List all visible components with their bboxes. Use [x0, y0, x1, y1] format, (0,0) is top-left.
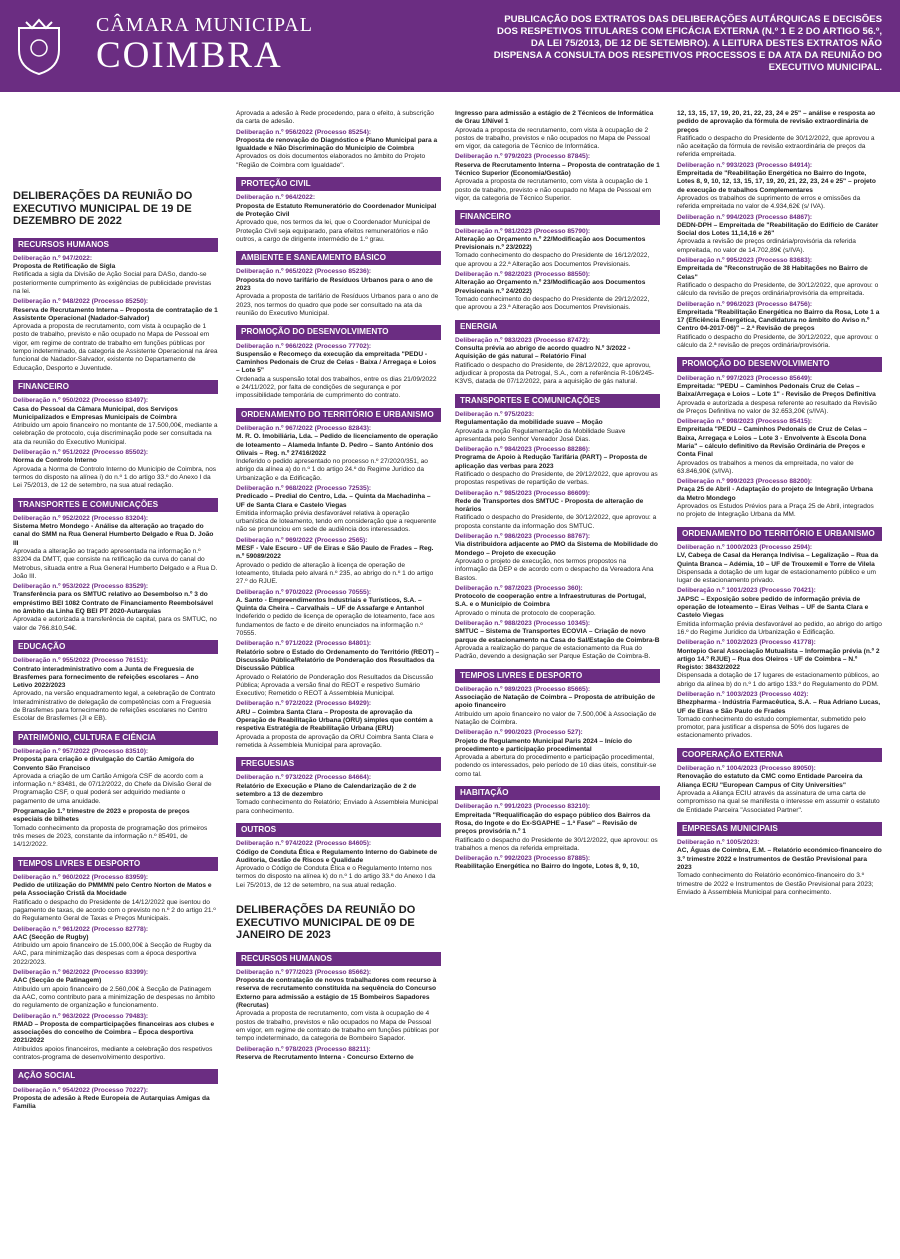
deliberation-title: Empreitada de "Reconstrução de 38 Habitações no Bairro de Celas" — [677, 265, 868, 281]
deliberation-text: Dispensada a dotação de 17 lugares de estacionamento públicos, ao abrigo da alínea b) do n.º 1 do artigo 133.º do Regulamento do PDM. — [677, 672, 879, 688]
deliberation-number: Deliberação n.º 955/2022 (Processo 76151): — [13, 657, 149, 665]
deliberation-title: Praça 25 de Abril - Adaptação do projeto de Integração Urbana da Metro Mondego — [677, 486, 873, 502]
deliberation-title: M. R. O. Imobiliária, Lda. – Pedido de licenciamento de operação de loteamento – Alameda Infante D. Pedro – Santo António dos Olivais – Reg. n.º 27416/2022 — [236, 433, 438, 457]
deliberation-text: Tomado conhecimento do estudo complementar, submetido pelo promotor, para justificar a dispensa de 50% dos lugares de estacionamento privados. — [677, 715, 866, 740]
section-heading: TEMPOS LIVRES E DESPORTO — [13, 857, 218, 871]
deliberation-number: Deliberação n.º 975/2023: — [455, 410, 535, 418]
deliberation-text: Aprovada a Norma de Controlo Interno do Município de Coimbra, nos termos do disposto na alínea i) do n.º 1 do artigo 33.º do Anexo I da Lei 75/2013, de 12 de setembro, na sua atual redação. — [13, 465, 217, 490]
section-heading: HABITAÇÃO — [455, 786, 660, 800]
deliberation-number: Deliberação n.º 965/2022 (Processo 85236): — [236, 268, 372, 276]
deliberation-text: Indeferido o pedido de licença de operação de loteamento, face aos fundamentos de facto e de direito enunciados na informação n.º 70555. — [236, 613, 435, 638]
deliberation-text: Aprovados os trabalhos a menos da empreitada, no valor de 63.846,90€ (s/IVA). — [677, 459, 854, 475]
deliberation-title: Proposta de renovação do Diagnóstico e Plano Municipal para a Igualdade e Não Discriminação do Município de Coimbra — [236, 136, 438, 153]
deliberation-title: Projeto de Regulamento Municipal Paris 2024 – Início do procedimento e participação procedimental — [455, 737, 632, 753]
deliberation-text: Aprovada a criação de um Cartão Amigo/a CSF de acordo com a informação n.º 83481, de 07/12/2022, do Chefe da Divisão Geral de Programação CSF, o qual poderá ser adquirido mediante o pagamento de uma anuidade. — [13, 772, 212, 805]
deliberation-text: Tomado conhecimento do despacho do Presidente de 29/12/2022, que aprovou a 23.ª Alteração aos Documentos Previsionais. — [455, 295, 650, 312]
deliberation-title: Empreitada "Requalificação do espaço público dos Bairros da Rosa, do Ingote e do Ex-SGAPHE – 1.ª Fase" – Revisão de preços provisória n.º 1 — [455, 811, 651, 836]
section-heading: AMBIENTE E SANEAMENTO BÁSICO — [236, 251, 441, 265]
deliberation-title: Proposta de contratação de novos trabalhadores com recurso à reserva de recrutamento constituída na sequência do Concurso Externo para admissão a estágio de 15 Bombeiros Sapadores (Recrutas) — [236, 977, 437, 1010]
deliberation-text: Ratificado o despacho do Presidente, de 28/12/2022, que aprovou, adjudicar à proposta da Petrogal, S.A., com a referência R-106/245-K3VS, datada de 07/12/2022, para a aquisição de gás natural. — [455, 361, 655, 386]
deliberation-text: Aprovada a proposta de recrutamento, com vista à ocupação de 1 posto de trabalho, previsto e não ocupado no Mapa de Pessoal em vigor, em regime de contrato de trabalho em funções públicas por tempo indeterminado, da categoria de Assistente Operacional na área funcional de Nadador-Salvador, existente no Departamento de Educação, Desporto e Juventude. — [13, 323, 218, 372]
deliberation-title: A. Santo - Empreendimentos Industriais e Turísticos, S.A. – Quinta da Cheira – Carvalhais – UF de Assafarge e Antanhol — [236, 596, 425, 613]
publication-notice: PUBLICAÇÃO DOS EXTRATOS DAS DELIBERAÇÕES AUTÁRQUICAS E DECISÕES DOS RESPETIVOS TITULARES COM EFICÁCIA EXTERNA (N.º 1 E 2 DO ARTIGO 56.º, DA LEI 75/2013, DE 12 DE SETEMBRO). A LEITURA DESTES EXTRATOS NÃO DISPENSA A CONSULTA DOS RESPETIVOS PROCESSOS E DA ATA DA REUNIÃO DO EXECUTIVO MUNICIPAL. — [493, 14, 882, 73]
meeting-title: DELIBERAÇÕES DA REUNIÃO DO EXECUTIVO MUNICIPAL DE 09 DE JANEIRO DE 2023 — [236, 904, 416, 942]
section-heading: TRANSPORTES E COMUNICAÇÕES — [455, 394, 660, 408]
section-heading: EDUCAÇÃO — [13, 640, 218, 654]
deliberation-title: Contrato interadministrativo com a Junta de Freguesia de Brasfemes para fornecimento de refeições escolares – Ano Letivo 2022/2023 — [13, 665, 199, 690]
brand-wordmark — [96, 14, 313, 75]
deliberation-text: Indeferido o pedido apresentado no processo n.º 27/2020/351, ao abrigo da alínea a) do n.º 1 do artigo 24.º do Regime Jurídico da Urbanização e da Edificação. — [236, 458, 428, 482]
deliberation-text: Ratificado o despacho do Presidente, de 30/12/2022, que aprovou: a proposta constante da informação dos SMTUC. — [455, 514, 657, 530]
deliberation-text: Aprovado o Código de Conduta Ética e o Regulamento Interno nos termos do disposto na alínea k) do n.º 1 do artigo 33.º do Anexo I da Lei 75/2013, de 12 de setembro, na sua atual redação. — [236, 865, 436, 889]
deliberation-title: Montepio Geral Associação Mutualista – Informação prévia (n.º 2 artigo 14.º RJUE) – Rua dos Oleiros - UF de Coimbra – N.º Registo: 38432/2022 — [677, 647, 880, 672]
deliberation-number: Deliberação n.º 973/2022 (Processo 84664): — [236, 774, 372, 782]
brand-line-1: CÂMARA MUNICIPAL — [96, 14, 313, 36]
section-heading: OUTROS — [236, 823, 441, 837]
column-4 — [677, 110, 882, 899]
deliberation-title: Proposta de Retificação de Sigla — [13, 263, 116, 271]
section-heading: FINANCEIRO — [455, 210, 660, 224]
deliberation-number: Deliberação n.º 964/2022: — [236, 194, 316, 202]
deliberation-number: Deliberação n.º 957/2022 (Processo 83510): — [13, 747, 149, 755]
deliberation-number: Deliberação n.º 956/2022 (Processo 85254): — [236, 128, 372, 136]
deliberation-text: Aprovada a proposta de recrutamento, com vista à ocupação de 1 posto de trabalho, previsto e não ocupado no Mapa de Pessoal em vigor, da categoria de Técnico Superior. — [455, 178, 652, 202]
deliberation-text: Aprovada e autorizada a transferência de capital, para os SMTUC, no valor de 766.810,54€. — [13, 616, 217, 632]
deliberation-text: Emitida informação prévia desfavorável ao pedido, ao abrigo do artigo 16.º do Regime Jurídico da Urbanização e Edificação. — [677, 620, 882, 636]
deliberation-title: DEDN-DPH – Empreitada de "Reabilitação do Edifício de Caráter Social dos Lotes 11,14,16 e 26" — [677, 221, 879, 238]
deliberation-number: Deliberação n.º 977/2023 (Processo 85662): — [236, 968, 372, 976]
column-2 — [236, 110, 441, 1064]
deliberation-title: Sistema Metro Mondego - Análise da alteração ao traçado do canal do SMM na Rua General Humberto Delgado e Rua D. João III — [13, 523, 214, 547]
deliberation-number: Deliberação n.º 967/2022 (Processo 82843): — [236, 424, 372, 432]
deliberation-number: Deliberação n.º 979/2023 (Processo 87845): — [455, 153, 591, 161]
deliberation-number: Deliberação n.º 987/2023 (Processo 360): — [455, 584, 583, 592]
section-heading: PROTEÇÃO CIVIL — [236, 177, 441, 191]
deliberation-text: Aprovado, na versão enquadramento legal, a celebração de Contrato Interadministrativo de delegação de competências com a Freguesia de Brasfemes para fornecimento de refeições escolares no Centro Escolar de Brasfemes (JI e EB). — [13, 690, 216, 723]
deliberation-text: Aprovada a proposta de aprovação da ORU Coimbra Santa Clara e remetida à Assembleia Municipal para aprovação. — [236, 733, 434, 749]
deliberation-number: Deliberação n.º 962/2022 (Processo 83399): — [13, 969, 149, 977]
deliberation-title: Empreitada "Reabilitação Energética no Bairro da Rosa, Lote 1 a 17 (Eficiência Energética, Candidatura no âmbito do Aviso n.º Centro 04-2017-06)" – 2.ª Revisão de preços — [677, 308, 880, 333]
deliberation-text: Ratificado o despacho do Presidente, de 30/12/2022, que aprovou: o cálculo da revisão de preços ordinária/provisória da empreitada. — [677, 281, 879, 298]
deliberation-text: Dispensada a dotação de um lugar de estacionamento público e um lugar de estacionamento privado. — [677, 568, 877, 585]
deliberation-number: Deliberação n.º 995/2023 (Processo 83683): — [677, 257, 813, 265]
deliberation-text: Aprovada a Aliança ECIU através da assinatura de uma carta de compromisso na qual se manifesta o interesse em assumir o estatuto de Entidade Parceira "Associated Partner". — [677, 789, 880, 814]
deliberation-title: Reabilitação Energética no Bairro do Ingote, Lotes 8, 9, 10, — [455, 863, 639, 871]
deliberation-text: Aprovados os trabalhos de suprimento de erros e omissões da referida empreitada no valor de 4.934,62€ (s/ IVA). — [677, 194, 861, 211]
deliberation-title: Empreitada de "Reabilitação Energética no Bairro do Ingote, Lotes 8, 9, 10, 12, 13, 15, 17, 19, 20, 21, 22, 23, 24 e 25" – projeto de execução de trabalhos Complementares — [677, 170, 876, 194]
deliberation-title: AAC (Secção de Rugby) — [13, 933, 89, 941]
meeting-title: DELIBERAÇÕES DA REUNIÃO DO EXECUTIVO MUNICIPAL DE 19 DE DEZEMBRO DE 2022 — [13, 190, 193, 227]
deliberation-number: Deliberação n.º 1001/2023 (Processo 70421): — [677, 587, 816, 595]
deliberation-title: Associação de Natação de Coimbra – Proposta de atribuição de apoio financeiro — [455, 694, 656, 710]
deliberation-text: Aprovada a proposta de recrutamento, com vista à ocupação de 2 postos de trabalho, previstos e não ocupados no Mapa de Pessoal em vigor, da categoria de Técnico de Informática. — [455, 126, 651, 151]
deliberation-title: Renovação do estatuto da CMC como Entidade Parceira da Aliança ECIU "European Campus of City Universities" — [677, 773, 863, 789]
deliberation-number: Deliberação n.º 1005/2023: — [677, 839, 760, 847]
deliberation-title: Relatório sobre o Estado do Ordenamento do Território (REOT) – Discussão Pública/Relatório de Ponderação dos Resultados da Discussão Pública — [236, 648, 440, 673]
deliberation-number: Deliberação n.º 1000/2023 (Processo 2594): — [677, 543, 813, 551]
deliberation-number: Deliberação n.º 998/2023 (Processo 85415): — [677, 418, 813, 426]
deliberation-number: Deliberação n.º 982/2023 (Processo 88550): — [455, 271, 591, 279]
deliberation-text: Aprovado o projeto de execução, nos termos propostos na informação da DEP e de acordo com o despacho da Vereadora Ana Bastos. — [455, 557, 654, 582]
deliberation-text: Atribuídos apoios financeiros, mediante a celebração dos respetivos contratos-programa de desenvolvimento desportivo. — [13, 1045, 213, 1062]
section-heading: ORDENAMENTO DO TERRITÓRIO E URBANISMO — [236, 408, 441, 422]
deliberation-text: Atribuído um apoio financeiro de 2.560,00€ à Secção de Patinagem da AAC, como contributo para a minimização de despesas no âmbito do regulamento de organização e funcionamento. — [13, 985, 215, 1010]
deliberation-number: Deliberação n.º 994/2023 (Processo 84867): — [677, 213, 813, 221]
deliberation-text: Aprovada a proposta de recrutamento, com vista à ocupação de 4 postos de trabalho, previstos e não ocupados no Mapa de Pessoal em vigor, em regime de contrato de trabalho em funções públicas por tempo indeterminado, da categoria de Bombeiro Sapador. — [236, 1010, 439, 1043]
content-columns — [0, 92, 900, 1252]
section-heading: ENERGIA — [455, 320, 660, 334]
section-heading: FREGUESIAS — [236, 757, 441, 771]
deliberation-number: Deliberação n.º 971/2022 (Processo 84801): — [236, 640, 372, 648]
deliberation-title: Predicado – Predial do Centro, Lda. – Quinta da Machadinha – UF de Santa Clara e Castelo Viegas — [236, 493, 431, 509]
deliberation-number: Deliberação n.º 968/2022 (Processo 72535): — [236, 484, 372, 492]
deliberation-text: Ratificado o despacho do Presidente, de 30/12/2022, que aprovou: o cálculo da 2.ª revisão de preços ordinária/provisória. — [677, 333, 879, 350]
deliberation-title: Proposta de Estatuto Remuneratório do Coordenador Municipal de Proteção Civil — [236, 202, 437, 218]
deliberation-number: Deliberação n.º 1002/2023 (Processo 41778): — [677, 639, 816, 647]
section-heading: TRANSPORTES E COMUNICAÇÕES — [13, 498, 218, 512]
deliberation-number: Deliberação n.º 966/2022 (Processo 77702): — [236, 342, 372, 350]
deliberation-title: MESF - Vale Escuro - UF de Eiras e São Paulo de Frades – Reg. n.º 59089/2022 — [236, 545, 434, 561]
deliberation-text: Aprovada e autorizada a despesa referente ao resultado da Revisão de Preços Definitiva no valor de 32.653,20€ (s/IVA). — [677, 399, 877, 415]
deliberation-text: Tomado conhecimento da proposta de programação dos primeiros três meses de 2023, constante da informação n.º 85491, de 14/12/2022. — [13, 824, 208, 849]
section-heading: ORDENAMENTO DO TERRITÓRIO E URBANISMO — [677, 527, 882, 541]
deliberation-number: Deliberação n.º 988/2023 (Processo 10345): — [455, 620, 591, 628]
coimbra-crest-icon — [14, 18, 64, 76]
deliberation-title: Proposta para criação e divulgação do Cartão Amigo/a do Convento São Francisco — [13, 756, 195, 772]
deliberation-text: Aprovada a adesão à Rede procedendo, para o efeito, à subscrição da carta de adesão. — [236, 110, 434, 126]
deliberation-text: Aprovados os Estudos Prévios para a Praça 25 de Abril, integrados no projeto de Integração Urbana da MM. — [677, 503, 874, 519]
deliberation-number: Deliberação n.º 953/2022 (Processo 83529): — [13, 583, 149, 591]
deliberation-text: Aprovado o minuta de protocolo de cooperação. — [455, 609, 596, 617]
deliberation-number: Deliberação n.º 950/2022 (Processo 83497): — [13, 397, 149, 405]
deliberation-title: Via distribuidora adjacente ao PMO da Sistema de Mobilidade do Mondego – Projeto de execução — [455, 541, 658, 557]
deliberation-text: Tomado conhecimento do Relatório; Enviado à Assembleia Municipal para conhecimento. — [236, 799, 438, 815]
deliberation-number: Deliberação n.º 993/2023 (Processo 84914): — [677, 161, 813, 169]
deliberation-number: Deliberação n.º 947/2022: — [13, 254, 93, 262]
deliberation-title: Proposta de adesão à Rede Europeia de Autarquias Amigas da Família — [13, 1094, 210, 1111]
deliberation-number: Deliberação n.º 972/2022 (Processo 84929): — [236, 700, 372, 708]
deliberation-title: Consulta prévia ao abrigo de acordo quadro N.º 3/2022 - Aquisição de gás natural – Relatório Final — [455, 345, 631, 361]
deliberation-title: Casa do Pessoal da Câmara Municipal, dos Serviços Municipalizados e Empresas Municipais de Coimbra — [13, 405, 178, 421]
deliberation-text: Aprovada a realização do parque de estacionamento da Rua do Padrão, devendo a designação ser Parque Estação de Coimbra-B. — [455, 644, 651, 661]
deliberation-number: Deliberação n.º 989/2023 (Processo 85665): — [455, 685, 591, 693]
deliberation-text: Ordenada a suspensão total dos trabalhos, entre os dias 21/09/2022 e 24/11/2022, por falta de condições de segurança e por impossibilidade temporária de cumprimento do contrato. — [236, 375, 437, 400]
deliberation-text: Ratificado o despacho do Presidente de 14/12/2022 que isentou do pagamento de taxas, de acordo com o previsto no n.º 2 do artigo 21.º do Regulamento Geral de Taxas e Preços Municipais. — [13, 898, 216, 923]
deliberation-text: Ratificado o despacho do Presidente de 30/12/2022, que aprovou a não aceitação da fórmula de revisão extraordinária de preços da referida empreitada. — [677, 134, 875, 159]
deliberation-text: Tomado conhecimento do despacho do Presidente de 16/12/2022, que aprovou a 22.ª Alteração aos Documentos Previsionais. — [455, 252, 650, 268]
deliberation-text: Aprovado o Relatório de Ponderação dos Resultados da Discussão Pública; Aprovada a versão final do REOT e respetivo Sumário Executivo; Remetido o REOT à Assembleia Municipal. — [236, 673, 434, 698]
deliberation-title: Suspensão e Recomeço da execução da empreitada "PEDU - Caminhos Pedonais de Cruz de Celas - Baixa / Arregaça e Loios – Lote 5" — [236, 350, 437, 375]
deliberation-number: Deliberação n.º 969/2022 (Processo 2565): — [236, 536, 368, 544]
deliberation-text: Aprovado o pedido de alteração à licença de operação de loteamento, titulada pelo alvará n.º 235, ao abrigo do n.º 1 do artigo 27.º do RJUE. — [236, 561, 434, 586]
deliberation-title: Alteração ao Orçamento n.º 23/Modificação aos Documentos Previsionais n.º 24/2022) — [455, 279, 646, 295]
deliberation-text: Aprovada a alteração ao traçado apresentada na informação n.º 83204 da DMTT, que consiste na retificação da curva do canal do Metrobus, situada entre a Rua General Humberto Delgado e a Rua D. João III. — [13, 548, 218, 580]
deliberation-title: Ingresso para admissão a estágio de 2 Técnicos de Informática de Grau 1/Nível 1 — [455, 110, 654, 126]
deliberation-text: Ratificado o despacho do Presidente, de 29/12/2022, que aprovou as propostas respetivas de repartição de verbas. — [455, 470, 658, 487]
deliberation-number: Deliberação n.º 1004/2023 (Processo 89050): — [677, 765, 816, 773]
deliberation-text: Aprovados os dois documentos elaborados no âmbito do Projeto "Região de Coimbra com Igualdade". — [236, 153, 426, 169]
deliberation-number: Deliberação n.º 978/2023 (Processo 88211): — [236, 1045, 371, 1053]
deliberation-title: JAPSC – Exposição sobre pedido de informação prévia de operação de loteamento – Eiras Velhas – UF de Santa Clara e Castelo Viegas — [677, 595, 869, 620]
deliberation-title: Reserva de Recrutamento Interna – Proposta de contratação de 1 Assistente Operacional (Nadador-Salvador) — [13, 306, 218, 322]
deliberation-title: Norma de Controlo Interno — [13, 457, 97, 465]
deliberation-title: Programa de Apoio à Redução Tarifária (PART) – Proposta de aplicação das verbas para 2023 — [455, 454, 648, 470]
deliberation-title: Reserva de Recrutamento Interna – Proposta de contratação de 1 Técnico Superior (Economia/Gestão) — [455, 161, 660, 178]
deliberation-number: Deliberação n.º 960/2022 (Processo 83959): — [13, 873, 149, 881]
deliberation-number: Deliberação n.º 986/2023 (Processo 88767): — [455, 533, 591, 541]
deliberation-number: Deliberação n.º 999/2023 (Processo 88200): — [677, 478, 813, 486]
deliberation-title: AAC (Secção de Patinagem) — [13, 977, 102, 985]
deliberation-title: Alteração ao Orçamento n.º 22/Modificação aos Documentos Previsionais n.º 23/2022) — [455, 235, 646, 252]
deliberation-number: Deliberação n.º 1003/2023 (Processo 402): — [677, 691, 809, 698]
section-heading: RECURSOS HUMANOS — [13, 238, 218, 252]
deliberation-number: Deliberação n.º 954/2022 (Processo 70227): — [13, 1086, 149, 1094]
deliberation-text: Emitida informação prévia desfavorável relativa à operação urbanística de loteamento, tendo em consideração que a requerente não se pronunciou em sede de audiência dos interessados. — [236, 509, 437, 534]
section-heading: FINANCEIRO — [13, 380, 218, 394]
page-header — [0, 0, 900, 92]
deliberation-text: Atribuído um apoio financeiro no montante de 17.500,00€, mediante a celebração de protocolo, cuja discriminação pode ser consultada na ata da reunião do Executivo Municipal. — [13, 422, 218, 446]
deliberation-number: Deliberação n.º 981/2023 (Processo 85790): — [455, 227, 591, 235]
deliberation-text: Atribuído um apoio financeiro no valor de 7.500,00€ à Associação de Natação de Coimbra. — [455, 710, 657, 726]
deliberation-number: Deliberação n.º 961/2022 (Processo 82778): — [13, 925, 149, 933]
deliberation-title: RMAD – Proposta de comparticipações financeiras aos clubes e associações do concelho de Coimbra – Época desportiva 2021/2022 — [13, 1020, 215, 1045]
deliberation-title: Protocolo de cooperação entre a Infraestruturas de Portugal, S.A. e o Município de Coimbra — [455, 593, 646, 609]
deliberation-title: Bhezpharma - Indústria Farmacêutica, S.A. – Rua Adriano Lucas, UF de Eiras e São Paulo de Frades — [677, 699, 881, 715]
deliberation-number: Deliberação n.º 963/2022 (Processo 79483): — [13, 1012, 149, 1020]
deliberation-text: Retificada a sigla da Divisão de Ação Social para DASo, dando-se posteriormente cumprimento às exigências de publicidade previstas na lei. — [13, 271, 212, 295]
section-heading: PROMOÇÃO DO DESENVOLVIMENTO — [677, 357, 882, 371]
deliberation-title: AC, Águas de Coimbra, E.M. – Relatório económico-financeiro do 3.º trimestre 2022 e Instrumentos de Gestão Previsional para 2023 — [677, 847, 882, 872]
deliberation-number: Deliberação n.º 984/2023 (Processo 88286): — [455, 446, 591, 454]
deliberation-title: 12, 13, 15, 17, 19, 20, 21, 22, 23, 24 e 25" – análise e resposta ao pedido de aprovação da fórmula de revisão extraordinária de preços — [677, 110, 876, 134]
deliberation-text: Aprovada a abertura do procedimento e participação procedimental, podendo os interessados, pelo período de 10 dias úteis, constituir-se como tal. — [455, 754, 657, 778]
column-3 — [455, 110, 660, 874]
deliberation-number: Deliberação n.º 992/2023 (Processo 87885): — [455, 855, 591, 863]
section-heading: AÇÃO SOCIAL — [13, 1069, 218, 1083]
section-heading: PROMOÇÃO DO DESENVOLVIMENTO — [236, 325, 441, 339]
deliberation-title: LV, Cabeça de Casal da Herança Indivisa – Legalização – Rua da Quinta Branca – Adémia, 10 – UF de Trouxemil e Torre de Vilela — [677, 552, 879, 568]
deliberation-number: Deliberação n.º 948/2022 (Processo 85250): — [13, 298, 149, 306]
deliberation-title: Empreitada "PEDU – Caminhos Pedonais de Cruz de Celas – Baixa, Arregaça e Loios – Lote 3 - Envolvente à Escola Dona Maria" – cálculo definitivo da Revisão Ordinária de Preços e Conta Final — [677, 426, 868, 459]
deliberation-title: Empreitada: "PEDU – Caminhos Pedonais Cruz de Celas – Baixa/Arregaça e Loios – Lote 1" - Revisão de Preços Definitiva — [677, 382, 876, 399]
deliberation-title: Regulamentação da mobilidade suave – Moção — [455, 419, 603, 427]
deliberation-number: Deliberação n.º 997/2023 (Processo 85649): — [677, 374, 813, 382]
section-heading: TEMPOS LIVRES E DESPORTO — [455, 669, 660, 683]
deliberation-title: Rede de Transportes dos SMTUC - Proposta de alteração de horários — [455, 497, 644, 514]
deliberation-title: ARU – Coimbra Santa Clara – Proposta de aprovação da Operação de Reabilitação Urbana (ORU) simples que contém a respetiva Estratégia de Reabilitação Urbana (ERU) — [236, 708, 433, 733]
deliberation-number: Deliberação n.º 952/2022 (Processo 83204): — [13, 514, 149, 522]
deliberation-title: Código de Conduta Ética e Regulamento Interno do Gabinete de Auditoria, Gestão de Riscos e Qualidade — [236, 848, 438, 864]
deliberation-text: Atribuído um apoio financeiro de 15.000,00€ à Secção de Rugby da AAC, para minimização das despesas com a época desportiva 2022/2023. — [13, 942, 212, 966]
deliberation-title: Relatório de Execução e Plano de Calendarização de 2 de setembro a 13 de dezembro — [236, 782, 417, 799]
section-heading: RECURSOS HUMANOS — [236, 952, 441, 966]
deliberation-title: Programação 1.º trimestre de 2023 e proposta de preços especiais de bilhetes — [13, 808, 190, 824]
deliberation-title: Pedido de utilização do PMMMN pelo Centro Norton de Matos e pela Associação Cristã da Mocidade — [13, 882, 212, 898]
deliberation-title: Transferência para os SMTUC relativo ao Desembolso n.º 3 do empréstimo BEI 1082 Contrato de Financiamento Reembolsável no âmbito da Linha EQ BEI PT 2020-Autarquias — [13, 591, 214, 616]
deliberation-number: Deliberação n.º 974/2022 (Processo 84605): — [236, 840, 372, 848]
deliberation-text: Aprovada a proposta de tarifário de Resíduos Urbanos para o ano de 2023, nos termos do quadro que pode ser consultado na ata da reunião do Executivo Municipal. — [236, 293, 439, 317]
deliberation-number: Deliberação n.º 991/2023 (Processo 83210): — [455, 803, 591, 811]
deliberation-number: Deliberação n.º 951/2022 (Processo 85502): — [13, 449, 149, 457]
section-heading: COOPERAÇÃO EXTERNA — [677, 748, 882, 762]
deliberation-number: Deliberação n.º 985/2023 (Processo 86609): — [455, 489, 591, 497]
deliberation-text: Aprovada a revisão de preços ordinária/provisória da referida empreitada, no valor de 14.702,89€ (s/IVA). — [677, 238, 856, 254]
column-1 — [13, 110, 218, 1114]
deliberation-number: Deliberação n.º 996/2023 (Processo 84756): — [677, 300, 813, 308]
section-heading: EMPRESAS MUNICIPAIS — [677, 822, 882, 836]
deliberation-title: Proposta do novo tarifário de Resíduos Urbanos para o ano de 2023 — [236, 276, 433, 293]
deliberation-text: Aprovado que, nos termos da lei, que o Coordenador Municipal de Proteção Civil seja equiparado, para efeitos remuneratórios e não outros, a cargo de dirigente intermédio de 1.º grau. — [236, 219, 431, 243]
deliberation-title: SMTUC – Sistema de Transportes ECOVIA – Criação de novo parque de estacionamento na Casa do Sal/Estação de Coimbra-B — [455, 628, 660, 644]
section-heading: PATRIMÓNIO, CULTURA E CIÊNCIA — [13, 731, 218, 745]
deliberation-number: Deliberação n.º 970/2022 (Processo 70555): — [236, 588, 372, 596]
brand-line-2: COIMBRA — [96, 35, 283, 76]
deliberation-number: Deliberação n.º 990/2023 (Processo 527): — [455, 729, 583, 737]
deliberation-text: Aprovada a moção Regulamentação da Mobilidade Suave apresentada pelo Senhor Vereador José Dias. — [455, 427, 626, 443]
deliberation-text: Ratificado o despacho do Presidente de 30/12/2022, que aprovou: os trabalhos a menos da referida empreitada. — [455, 836, 658, 852]
deliberation-text: Tomado conhecimento do Relatório económico-financeiro do 3.º trimestre de 2022 e Instrumentos de Gestão Previsional para 2023; Enviado à Assembleia Municipal para conhecimento. — [677, 872, 874, 896]
deliberation-title: Reserva de Recrutamento Interna - Concurso Externo de — [236, 1053, 414, 1061]
deliberation-number: Deliberação n.º 983/2023 (Processo 87472): — [455, 336, 591, 344]
